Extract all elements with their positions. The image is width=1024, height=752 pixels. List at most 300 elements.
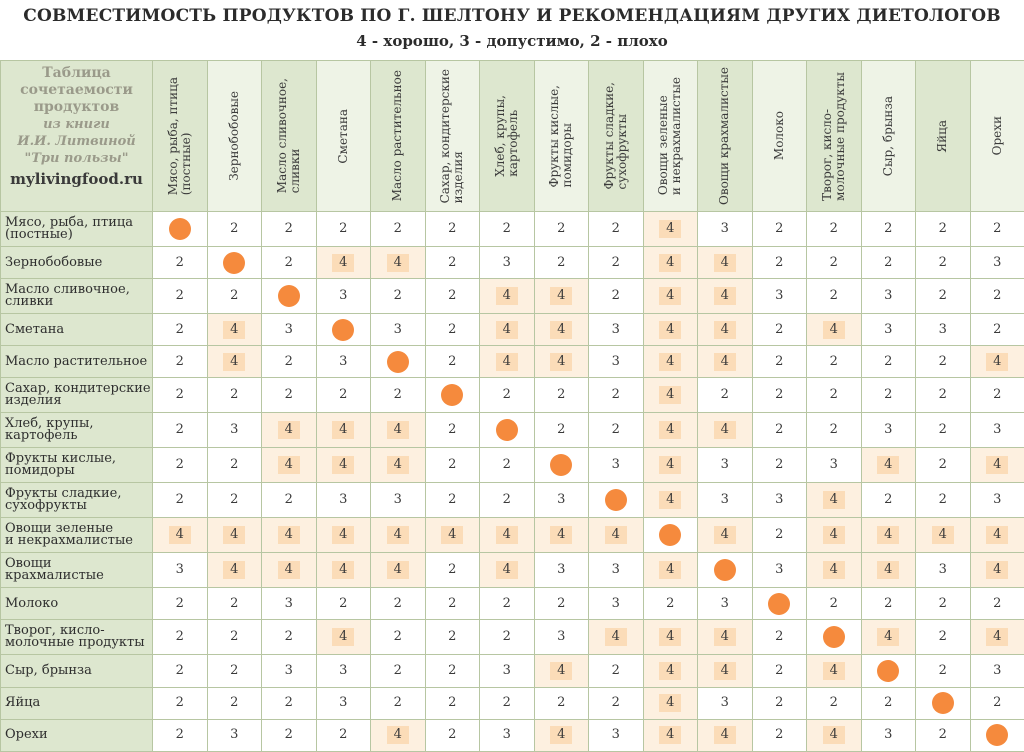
row-header-label: Фрукты кислые, помидоры <box>1 448 153 483</box>
table-cell <box>371 314 426 346</box>
table-cell <box>425 687 480 719</box>
table-cell <box>262 246 317 278</box>
table-cell <box>153 413 208 448</box>
cell-value: 2 <box>775 662 784 678</box>
cell-value: 2 <box>993 220 1002 236</box>
table-cell <box>807 483 862 518</box>
table-cell <box>861 518 916 553</box>
cell-value: 2 <box>611 422 620 438</box>
cell-value: 4 <box>659 254 681 272</box>
cell-value: 4 <box>659 561 681 579</box>
cell-value: 2 <box>775 254 784 270</box>
cell-value: 2 <box>557 695 566 711</box>
table-cell <box>861 483 916 518</box>
cell-value: 2 <box>175 595 184 611</box>
cell-value: 4 <box>714 321 736 339</box>
cell-value: 2 <box>175 662 184 678</box>
cell-value: 2 <box>829 595 838 611</box>
cell-value: 2 <box>448 220 457 236</box>
cell-value: 4 <box>659 220 681 238</box>
table-cell <box>262 483 317 518</box>
table-cell <box>316 279 371 314</box>
table-cell <box>371 246 426 278</box>
cell-value: 3 <box>339 695 348 711</box>
column-header-label: Овощи крахмалистые <box>717 66 732 205</box>
column-header-label: Сметана <box>335 108 350 164</box>
table-cell <box>371 687 426 719</box>
table-cell <box>861 553 916 588</box>
cell-value: 4 <box>223 526 245 544</box>
table-cell <box>643 655 698 687</box>
table-cell <box>207 620 262 655</box>
diagonal-dot-icon <box>932 692 954 714</box>
table-cell <box>861 346 916 378</box>
table-row <box>1 588 1024 620</box>
site-link[interactable]: mylivingfood.ru <box>10 170 143 188</box>
row-header-label: Молоко <box>1 588 153 620</box>
cell-value: 4 <box>550 287 572 305</box>
table-cell <box>916 413 971 448</box>
cell-value: 2 <box>448 662 457 678</box>
diagonal-dot-icon <box>496 419 518 441</box>
table-cell <box>534 212 589 247</box>
cell-value: 2 <box>393 288 402 304</box>
table-cell <box>970 413 1024 448</box>
cell-value: 4 <box>550 321 572 339</box>
table-cell <box>425 413 480 448</box>
table-cell <box>207 553 262 588</box>
table-cell <box>970 588 1024 620</box>
cell-value: 2 <box>666 595 675 611</box>
table-cell <box>262 687 317 719</box>
cell-value: 4 <box>496 561 518 579</box>
table-cell <box>534 378 589 413</box>
cell-value: 2 <box>393 662 402 678</box>
cell-value: 2 <box>175 387 184 403</box>
cell-value: 4 <box>169 526 191 544</box>
cell-value: 2 <box>448 595 457 611</box>
table-cell <box>316 413 371 448</box>
table-cell <box>807 413 862 448</box>
table-cell <box>207 518 262 553</box>
cell-value: 4 <box>387 561 409 579</box>
diagonal-dot-icon <box>223 252 245 274</box>
cell-value: 3 <box>775 492 784 508</box>
table-cell <box>807 588 862 620</box>
cell-value: 2 <box>284 727 293 743</box>
cell-value: 4 <box>823 491 845 509</box>
cell-value: 2 <box>611 662 620 678</box>
table-cell <box>970 314 1024 346</box>
cell-value: 2 <box>448 629 457 645</box>
cell-value: 2 <box>557 220 566 236</box>
cell-value: 2 <box>175 353 184 369</box>
cell-value: 4 <box>278 526 300 544</box>
page-title: СОВМЕСТИМОСТЬ ПРОДУКТОВ ПО Г. ШЕЛТОНУ И РЕКОМЕНДАЦИЯМ ДРУГИХ ДИЕТОЛОГОВ <box>23 6 1001 26</box>
cell-value: 2 <box>884 387 893 403</box>
table-cell <box>589 314 644 346</box>
column-header-label: Сахар, кондитерские изделия <box>438 68 466 204</box>
table-cell <box>589 687 644 719</box>
cell-value: 3 <box>884 727 893 743</box>
table-cell <box>970 346 1024 378</box>
table-cell <box>807 378 862 413</box>
cell-value: 2 <box>339 220 348 236</box>
cell-value: 4 <box>332 254 354 272</box>
diagonal-dot-icon <box>278 285 300 307</box>
column-header-label: Масло сливочное, сливки <box>274 78 302 194</box>
table-cell <box>970 279 1024 314</box>
table-cell <box>371 719 426 751</box>
cell-value: 2 <box>393 695 402 711</box>
table-cell <box>752 246 807 278</box>
table-cell <box>262 719 317 751</box>
cell-value: 2 <box>448 422 457 438</box>
cell-value: 3 <box>611 321 620 337</box>
cell-value: 2 <box>775 321 784 337</box>
cell-value: 2 <box>557 422 566 438</box>
column-header-label: Творог, кисло- молочные продукты <box>819 71 847 201</box>
table-cell <box>153 378 208 413</box>
cell-value: 2 <box>938 727 947 743</box>
cell-value: 4 <box>659 386 681 404</box>
corner-cell <box>1 61 153 212</box>
table-cell <box>970 719 1024 751</box>
table-cell <box>207 719 262 751</box>
cell-value: 4 <box>387 526 409 544</box>
table-cell <box>480 687 535 719</box>
table-cell <box>480 448 535 483</box>
cell-value: 4 <box>659 726 681 744</box>
table-cell <box>916 212 971 247</box>
table-row <box>1 246 1024 278</box>
cell-value: 3 <box>720 457 729 473</box>
cell-value: 3 <box>993 492 1002 508</box>
table-cell <box>752 279 807 314</box>
cell-value: 3 <box>884 422 893 438</box>
table-cell <box>643 212 698 247</box>
cell-value: 2 <box>611 387 620 403</box>
cell-value: 3 <box>829 457 838 473</box>
cell-value: 4 <box>387 254 409 272</box>
diagonal-dot-icon <box>332 319 354 341</box>
cell-value: 2 <box>775 422 784 438</box>
cell-value: 4 <box>332 628 354 646</box>
table-cell <box>916 314 971 346</box>
table-cell <box>861 279 916 314</box>
cell-value: 3 <box>557 629 566 645</box>
cell-value: 4 <box>986 456 1008 474</box>
table-cell <box>371 518 426 553</box>
table-cell <box>371 588 426 620</box>
cell-value: 4 <box>550 353 572 371</box>
cell-value: 2 <box>393 595 402 611</box>
table-cell <box>643 588 698 620</box>
corner-line-4: из книги <box>43 117 110 132</box>
table-cell <box>589 655 644 687</box>
cell-value: 4 <box>823 526 845 544</box>
table-cell <box>698 279 753 314</box>
table-cell <box>371 448 426 483</box>
cell-value: 2 <box>393 387 402 403</box>
cell-value: 4 <box>278 456 300 474</box>
table-cell <box>643 314 698 346</box>
cell-value: 4 <box>659 421 681 439</box>
cell-value: 4 <box>986 561 1008 579</box>
row-header-label: Творог, кисло- молочные продукты <box>1 620 153 655</box>
table-cell <box>371 553 426 588</box>
row-header-label: Овощи крахмалистые <box>1 553 153 588</box>
table-cell <box>643 687 698 719</box>
cell-value: 4 <box>605 628 627 646</box>
table-cell <box>480 279 535 314</box>
corner-line-1: Таблица <box>42 65 111 81</box>
table-cell <box>643 553 698 588</box>
table-cell <box>970 448 1024 483</box>
table-body <box>1 212 1024 752</box>
diagonal-dot-icon <box>441 384 463 406</box>
cell-value: 3 <box>339 288 348 304</box>
column-header <box>643 61 698 212</box>
cell-value: 2 <box>829 353 838 369</box>
cell-value: 4 <box>659 628 681 646</box>
table-row <box>1 687 1024 719</box>
row-header-label: Овощи зеленые и некрахмалистые <box>1 518 153 553</box>
table-cell <box>425 279 480 314</box>
cell-value: 2 <box>938 254 947 270</box>
table-cell <box>316 483 371 518</box>
table-cell <box>534 483 589 518</box>
cell-value: 2 <box>175 254 184 270</box>
table-cell <box>316 246 371 278</box>
cell-value: 2 <box>829 254 838 270</box>
cell-value: 2 <box>938 220 947 236</box>
cell-value: 4 <box>387 421 409 439</box>
cell-value: 2 <box>993 387 1002 403</box>
diagonal-dot-icon <box>659 524 681 546</box>
table-cell <box>153 314 208 346</box>
table-cell <box>207 212 262 247</box>
table-cell <box>316 212 371 247</box>
table-cell <box>534 314 589 346</box>
table-cell <box>752 483 807 518</box>
table-cell <box>970 246 1024 278</box>
table-cell <box>589 553 644 588</box>
cell-value: 4 <box>605 526 627 544</box>
table-cell <box>262 413 317 448</box>
table-cell <box>262 553 317 588</box>
cell-value: 4 <box>659 662 681 680</box>
cell-value: 2 <box>611 695 620 711</box>
cell-value: 4 <box>496 321 518 339</box>
column-header <box>589 61 644 212</box>
table-cell <box>207 483 262 518</box>
table-cell <box>861 378 916 413</box>
table-cell <box>807 346 862 378</box>
table-cell <box>480 413 535 448</box>
table-cell <box>807 620 862 655</box>
table-cell <box>153 719 208 751</box>
cell-value: 4 <box>659 456 681 474</box>
table-cell <box>425 378 480 413</box>
cell-value: 3 <box>611 595 620 611</box>
cell-value: 4 <box>714 726 736 744</box>
table-cell <box>643 246 698 278</box>
table-cell <box>752 378 807 413</box>
table-cell <box>153 518 208 553</box>
cell-value: 3 <box>339 353 348 369</box>
cell-value: 4 <box>332 421 354 439</box>
cell-value: 3 <box>557 492 566 508</box>
column-header <box>207 61 262 212</box>
cell-value: 2 <box>938 457 947 473</box>
table-cell <box>970 620 1024 655</box>
cell-value: 4 <box>714 421 736 439</box>
table-cell <box>207 448 262 483</box>
cell-value: 3 <box>611 353 620 369</box>
cell-value: 2 <box>884 492 893 508</box>
cell-value: 2 <box>448 727 457 743</box>
table-cell <box>207 314 262 346</box>
table-cell <box>916 655 971 687</box>
table-cell <box>752 413 807 448</box>
table-cell <box>643 483 698 518</box>
table-cell <box>698 518 753 553</box>
cell-value: 4 <box>223 353 245 371</box>
table-cell <box>916 687 971 719</box>
column-header <box>316 61 371 212</box>
table-cell <box>916 483 971 518</box>
cell-value: 4 <box>659 287 681 305</box>
table-cell <box>970 378 1024 413</box>
cell-value: 2 <box>557 387 566 403</box>
diagonal-dot-icon <box>823 626 845 648</box>
table-cell <box>316 588 371 620</box>
table-cell <box>698 314 753 346</box>
cell-value: 4 <box>550 726 572 744</box>
table-cell <box>916 719 971 751</box>
cell-value: 2 <box>829 387 838 403</box>
table-cell <box>371 655 426 687</box>
cell-value: 3 <box>611 457 620 473</box>
cell-value: 4 <box>496 353 518 371</box>
cell-value: 4 <box>550 526 572 544</box>
table-cell <box>316 719 371 751</box>
table-cell <box>861 588 916 620</box>
table-cell <box>916 448 971 483</box>
table-cell <box>316 518 371 553</box>
cell-value: 3 <box>230 422 239 438</box>
table-cell <box>425 588 480 620</box>
table-cell <box>207 346 262 378</box>
table-row <box>1 448 1024 483</box>
row-header-label: Зернобобовые <box>1 246 153 278</box>
cell-value: 2 <box>448 562 457 578</box>
cell-value: 2 <box>775 527 784 543</box>
cell-value: 2 <box>502 629 511 645</box>
column-header-label: Мясо, рыба, птица (постные) <box>165 76 193 196</box>
cell-value: 3 <box>938 321 947 337</box>
row-header-label: Сахар, кондитерские изделия <box>1 378 153 413</box>
table-cell <box>480 314 535 346</box>
cell-value: 2 <box>938 629 947 645</box>
cell-value: 3 <box>502 727 511 743</box>
table-cell <box>807 719 862 751</box>
cell-value: 2 <box>938 422 947 438</box>
column-header-label: Яйца <box>935 119 950 153</box>
table-cell <box>534 448 589 483</box>
table-cell <box>480 378 535 413</box>
table-cell <box>752 518 807 553</box>
table-cell <box>153 588 208 620</box>
table-cell <box>480 518 535 553</box>
table-cell <box>752 588 807 620</box>
table-cell <box>371 212 426 247</box>
row-header-label: Масло сливочное, сливки <box>1 279 153 314</box>
column-header <box>698 61 753 212</box>
table-cell <box>153 483 208 518</box>
diagonal-dot-icon <box>169 218 191 240</box>
table-cell <box>643 620 698 655</box>
column-header-label: Зернобобовые <box>226 91 241 181</box>
cell-value: 4 <box>877 526 899 544</box>
table-cell <box>916 346 971 378</box>
table-cell <box>970 212 1024 247</box>
cell-value: 4 <box>332 561 354 579</box>
table-cell <box>534 246 589 278</box>
cell-value: 3 <box>720 595 729 611</box>
cell-value: 3 <box>993 662 1002 678</box>
table-cell <box>316 553 371 588</box>
table-cell <box>589 518 644 553</box>
table-cell <box>534 279 589 314</box>
cell-value: 2 <box>448 353 457 369</box>
table-row <box>1 314 1024 346</box>
table-cell <box>262 620 317 655</box>
cell-value: 2 <box>230 695 239 711</box>
table-cell <box>807 314 862 346</box>
cell-value: 3 <box>557 562 566 578</box>
cell-value: 2 <box>720 387 729 403</box>
cell-value: 2 <box>175 288 184 304</box>
table-cell <box>643 378 698 413</box>
table-cell <box>752 687 807 719</box>
cell-value: 4 <box>659 694 681 712</box>
table-cell <box>807 553 862 588</box>
cell-value: 3 <box>230 727 239 743</box>
cell-value: 3 <box>720 492 729 508</box>
cell-value: 2 <box>284 492 293 508</box>
table-row <box>1 655 1024 687</box>
diagonal-dot-icon <box>714 559 736 581</box>
cell-value: 2 <box>993 695 1002 711</box>
table-row <box>1 346 1024 378</box>
table-cell <box>807 655 862 687</box>
cell-value: 2 <box>448 695 457 711</box>
table-cell <box>262 212 317 247</box>
cell-value: 4 <box>714 526 736 544</box>
table-cell <box>316 655 371 687</box>
table-cell <box>589 588 644 620</box>
table-cell <box>262 655 317 687</box>
table-cell <box>970 553 1024 588</box>
cell-value: 2 <box>884 695 893 711</box>
cell-value: 4 <box>278 421 300 439</box>
cell-value: 2 <box>230 387 239 403</box>
cell-value: 2 <box>775 353 784 369</box>
cell-value: 4 <box>714 628 736 646</box>
cell-value: 2 <box>775 220 784 236</box>
